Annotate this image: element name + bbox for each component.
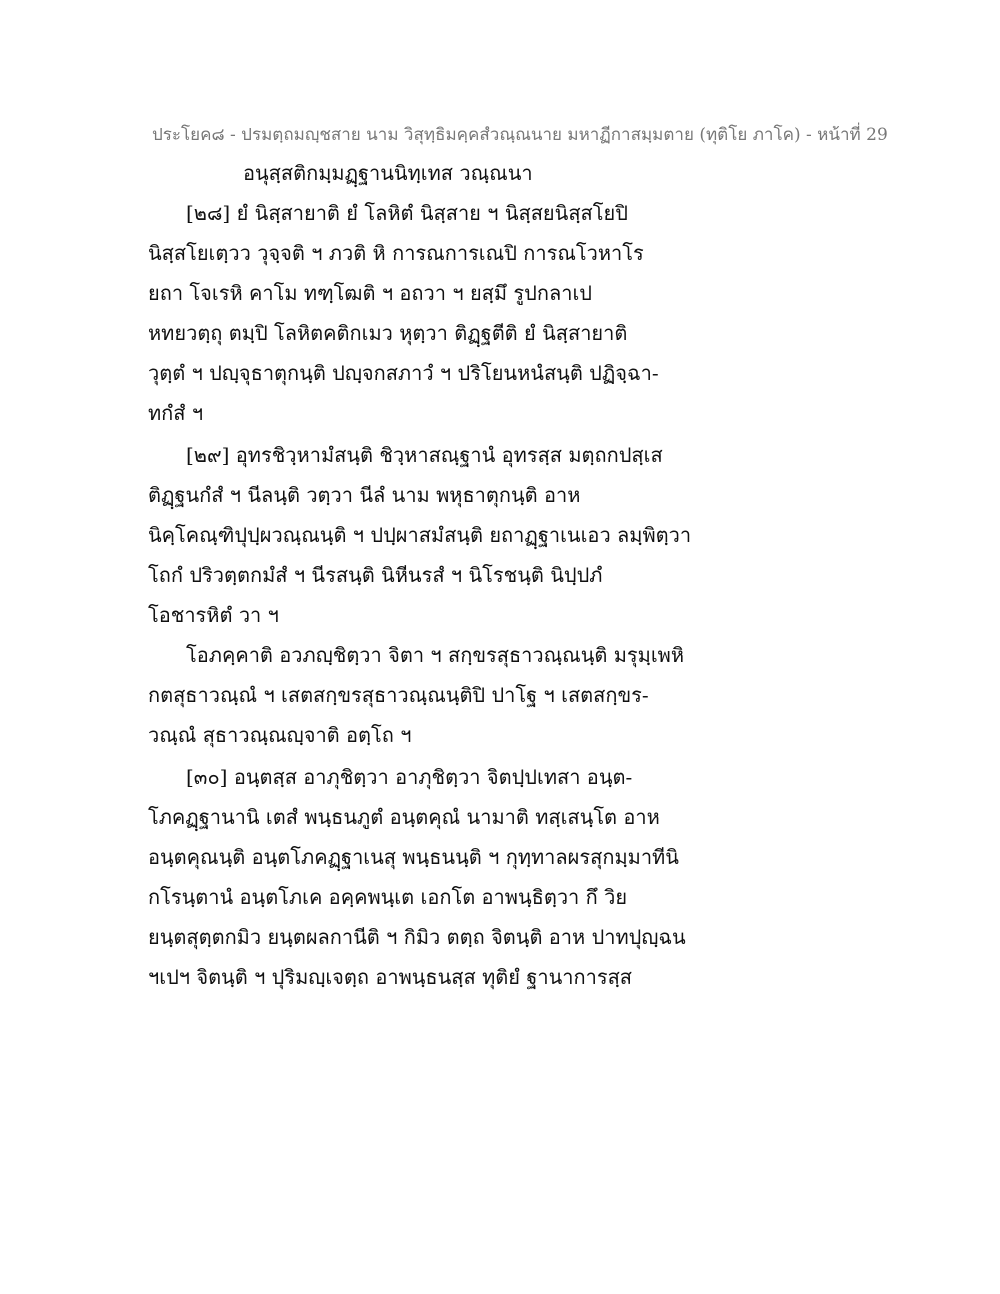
text-line: โภคฏฺฐานานิ เตสํ พนฺธนภูตํ อนฺตคุณํ นามาติ ทสฺเสนฺโต อาห: [148, 805, 660, 829]
text-line: ยนฺตสุตฺตกมิว ยนฺตผลกานีติ ฯ กิมิว ตตฺถ จิตนฺติ อาห ปาทปุญฺฉน: [148, 925, 686, 949]
running-header: ประโยค๘ - ปรมตฺถมญฺชสาย นาม วิสุทฺธิมคฺคสํวณฺณนาย มหาฏีกาสมฺมตาย (ทุติโย ภาโค) - หน้าที่ 29: [152, 125, 888, 145]
text-line: อนฺตคุณนฺติ อนฺตโภคฏฺฐาเนสุ พนฺธนนฺติ ฯ กุทฺทาลผรสุกมฺมาทีนิ: [148, 845, 679, 869]
section-title: อนุสฺสติกมฺมฏฺฐานนิทฺเทส วณฺณนา: [243, 161, 533, 185]
text-line: วุตฺตํ ฯ ปญฺจุธาตุกนฺติ ปญฺจกสภาวํ ฯ ปริโยนหนํสนฺติ ปฏิจฺฉา-: [148, 361, 659, 385]
text-line: [๒๘] ยํ นิสฺสายาติ ยํ โลหิตํ นิสฺสาย ฯ นิสฺสยนิสฺสโยปิ: [186, 201, 628, 225]
text-line: โอภคฺคาติ อวภญฺชิตฺวา จิตา ฯ สกฺขรสุธาวณฺณนฺติ มรุมฺเพหิ: [186, 643, 685, 667]
text-line: หทยวตฺถุ ตมฺปิ โลหิตคติกเมว หุตฺวา ติฏฺฐตีติ ยํ นิสฺสายาติ: [148, 321, 628, 345]
text-line: ฯเปฯ จิตนฺติ ฯ ปุริมญฺเจตฺถ อาพนฺธนสฺส ทุติยํ ฐานาการสฺส: [148, 965, 632, 989]
text-line: [๒๙] อุทรชิวฺหามํสนฺติ ชิวฺหาสณฺฐานํ อุทรสฺส มตฺถกปสฺเส: [186, 443, 663, 467]
text-line: นิคฺโคณฺฑิปุปฺผวณฺณนฺติ ฯ ปปฺผาสมํสนฺติ ยถาฏฺฐาเนเอว ลมฺพิตฺวา: [148, 523, 692, 547]
text-line: โอชารหิตํ วา ฯ: [148, 603, 279, 627]
text-line: กโรนฺตานํ อนฺตโภเค อคฺคพนฺเต เอกโต อาพนฺธิตฺวา กึ วิย: [148, 885, 628, 909]
text-line: ยถา โจเรหิ คาโม ทฑฺโฒติ ฯ อถวา ฯ ยสฺมึ รูปกลาเป: [148, 281, 592, 305]
text-line: กตสุธาวณฺณํ ฯ เสตสกฺขรสุธาวณฺณนฺติปิ ปาโฐ ฯ เสตสกฺขร-: [148, 683, 649, 707]
text-line: โถกํ ปริวตฺตกมํสํ ฯ นีรสนฺติ นิหีนรสํ ฯ นิโรชนฺติ นิปฺปภํ: [148, 563, 603, 587]
text-line: วณฺณํ สุธาวณฺณญฺจาติ อตฺโถ ฯ: [148, 723, 412, 747]
text-line: ติฏฺฐนกํสํ ฯ นีลนฺติ วตฺวา นีลํ นาม พหุธาตุกนฺติ อาห: [148, 483, 581, 507]
text-line: [๓๐] อนฺตสฺส อาภุชิตฺวา อาภุชิตฺวา จิตปฺปเทสา อนฺต-: [186, 765, 633, 789]
text-line: นิสฺสโยเตฺวว วุจฺจติ ฯ ภวติ หิ การณการเณปิ การณโวหาโร: [148, 241, 644, 265]
text-line: ทกํสํ ฯ: [148, 401, 204, 425]
